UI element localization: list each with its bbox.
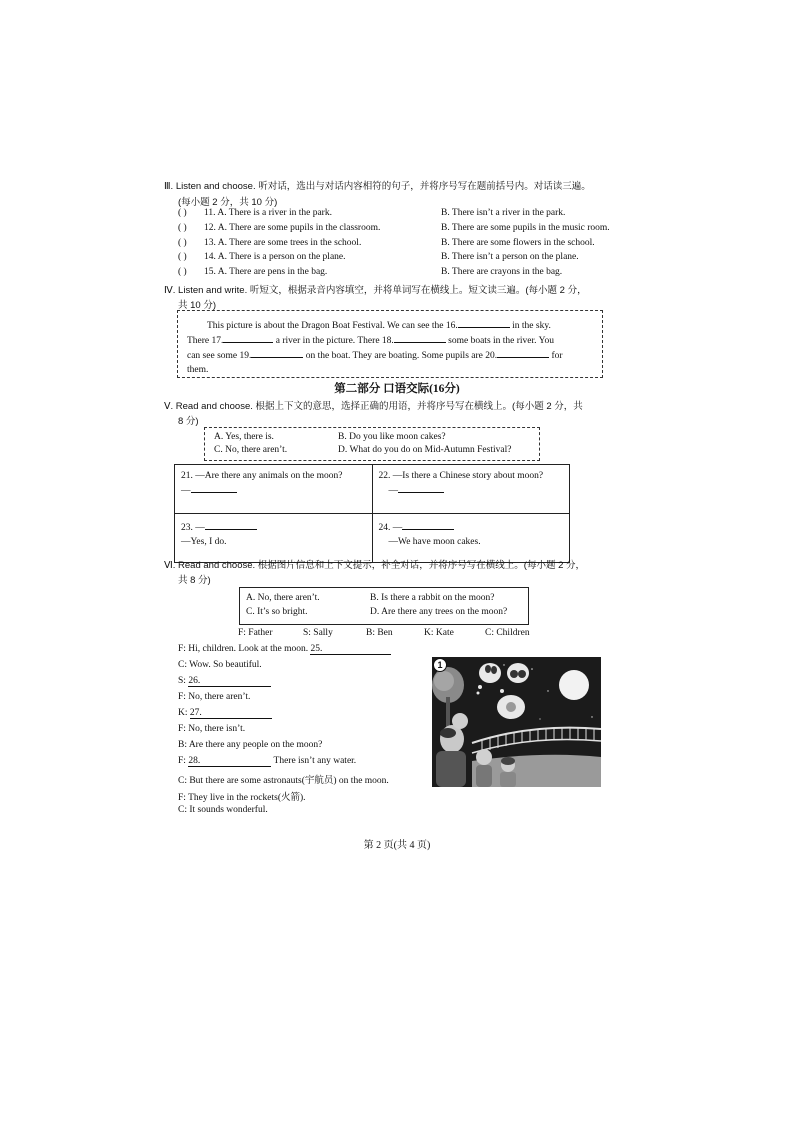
question-11 (178, 208, 565, 218)
part2-title: 第二部分 口语交际(16分) (334, 383, 460, 395)
question-13 (178, 238, 595, 248)
answer-paren[interactable]: ( ) (178, 238, 187, 248)
dialog-line (178, 756, 356, 767)
question-21-cell (175, 465, 373, 514)
role-father: F: Father (238, 628, 273, 638)
option-b: B. Is there a rabbit on the moon? (370, 593, 495, 603)
dialog-line: C: Wow. So beautiful. (178, 660, 262, 670)
question-23-cell (175, 514, 373, 563)
blank-26[interactable]: 26. (188, 676, 271, 687)
dialog-line: C: It sounds wonderful. (178, 805, 268, 815)
option-a: 11. A. There is a river in the park. (204, 208, 332, 218)
passage-text: can see some 19. (187, 351, 252, 361)
blank-27[interactable]: 27. (190, 708, 272, 719)
answer-paren[interactable]: ( ) (178, 223, 187, 233)
blank-24[interactable] (402, 520, 454, 530)
question-22: 22. —Is there a Chinese story about moon? (378, 471, 544, 481)
answer-paren[interactable]: ( ) (178, 208, 187, 218)
passage-text: them. (187, 365, 209, 375)
blank-21[interactable] (191, 483, 237, 493)
dialog-text: S: (178, 676, 189, 686)
option-c: C. No, there aren’t. (214, 445, 288, 455)
dialog-line (178, 676, 271, 687)
blank-25[interactable]: 25. (310, 644, 391, 655)
answer-24: —We have moon cakes. (388, 537, 481, 547)
passage-text: on the boat. They are boating. Some pupils are 20. (303, 351, 498, 361)
picture-number: 1 (437, 660, 443, 670)
option-b: B. Do you like moon cakes? (338, 432, 446, 442)
answer-paren[interactable]: ( ) (178, 252, 187, 262)
dialog-text: F: Hi, children. Look at the moon. (178, 644, 311, 654)
moon-icon (559, 670, 589, 700)
answer-23: —Yes, I do. (181, 537, 227, 547)
section6-header: Ⅵ. Read and choose. 根据图片信息和上下文提示，补全对话，并将序号写在横线上。(每小题 2 分， (164, 560, 586, 571)
dialog-line: C: But there are some astronauts(宇航员) on the moon. (178, 776, 389, 786)
illustration-svg (432, 657, 601, 787)
option-a: 14. A. There is a person on the plane. (204, 252, 346, 262)
question-14 (178, 252, 579, 262)
option-c: C. It’s so bright. (246, 607, 308, 617)
option-a: 12. A. There are some pupils in the classroom. (204, 223, 381, 233)
passage-text: some boats in the river. You (445, 336, 554, 346)
role-sally: S: Sally (303, 628, 333, 638)
blank-18[interactable] (394, 333, 446, 343)
section5-question-table (174, 464, 570, 563)
listening-passage (187, 318, 595, 377)
page-footer: 第 2 页(共 4 页) (363, 840, 431, 851)
passage-text: for (549, 351, 563, 361)
option-b: B. There isn’t a person on the plane. (441, 252, 579, 262)
blank-28[interactable]: 28. (188, 756, 271, 767)
section5-header: Ⅴ. Read and choose. 根据上下文的意思，选择正确的用语，并将序号写在横线上。(每小题 2 分，共 (164, 401, 583, 412)
passage-text: in the sky. (509, 321, 551, 331)
question-15 (178, 267, 562, 277)
blank-22[interactable] (398, 483, 444, 493)
role-children: C: Children (485, 628, 530, 638)
section3-scoring: (每小题 2 分，共 10 分) (178, 197, 278, 208)
question-21: 21. —Are there any animals on the moon? (181, 471, 343, 481)
question-24: 24. — (378, 523, 403, 533)
dialog-line: F: No, there aren’t. (178, 692, 251, 702)
moon-night-illustration (432, 657, 601, 787)
dialog-text: K: (178, 708, 190, 718)
passage-text: a river in the picture. There 18. (273, 336, 394, 346)
blank-16[interactable] (458, 318, 510, 328)
section4-scoring: 共 10 分) (178, 300, 217, 311)
option-a: A. No, there aren’t. (246, 593, 320, 603)
dash: — (388, 486, 398, 496)
option-b: B. There are crayons in the bag. (441, 267, 563, 277)
role-ben: B: Ben (366, 628, 393, 638)
dialog-line (178, 644, 391, 655)
dialog-line: F: They live in the rockets(火箭). (178, 793, 306, 803)
option-a: A. Yes, there is. (214, 432, 274, 442)
option-a: 15. A. There are pens in the bag. (204, 267, 328, 277)
option-b: B. There are some pupils in the music room. (441, 223, 610, 233)
dialog-text: F: (178, 756, 189, 766)
dialog-line: F: No, there isn’t. (178, 724, 246, 734)
option-a: 13. A. There are some trees in the school. (204, 238, 362, 248)
option-d: D. Are there any trees on the moon? (370, 607, 508, 617)
dialog-text: There isn’t any water. (271, 756, 357, 766)
question-22-cell (372, 465, 570, 514)
option-d: D. What do you do on Mid-Autumn Festival? (338, 445, 512, 455)
section6-scoring: 共 8 分) (178, 575, 211, 586)
blank-20[interactable] (497, 348, 549, 358)
option-b: B. There isn’t a river in the park. (441, 208, 566, 218)
role-kate: K: Kate (424, 628, 454, 638)
dialog-line: B: Are there any people on the moon? (178, 740, 323, 750)
question-24-cell (372, 514, 570, 563)
answer-paren[interactable]: ( ) (178, 267, 187, 277)
question-23: 23. — (181, 523, 205, 533)
dialog-line (178, 708, 272, 719)
section5-scoring: 8 分) (178, 416, 199, 427)
passage-text: There 17. (187, 336, 224, 346)
dash: — (181, 486, 191, 496)
question-12 (178, 223, 610, 233)
section4-header: Ⅳ. Listen and write. 听短文，根据录音内容填空，并将单词写在横线上。短文读三遍。(每小题 2 分， (164, 285, 587, 296)
option-b: B. There are some flowers in the school. (441, 238, 595, 248)
passage-text: This picture is about the Dragon Boat Festival. We can see the 16. (207, 321, 458, 331)
blank-19[interactable] (251, 348, 303, 358)
section3-header: Ⅲ. Listen and choose. 听对话，选出与对话内容相符的句子，并将序号写在题前括号内。对话读三遍。 (164, 181, 591, 192)
blank-17[interactable] (223, 333, 273, 343)
blank-23[interactable] (205, 520, 257, 530)
